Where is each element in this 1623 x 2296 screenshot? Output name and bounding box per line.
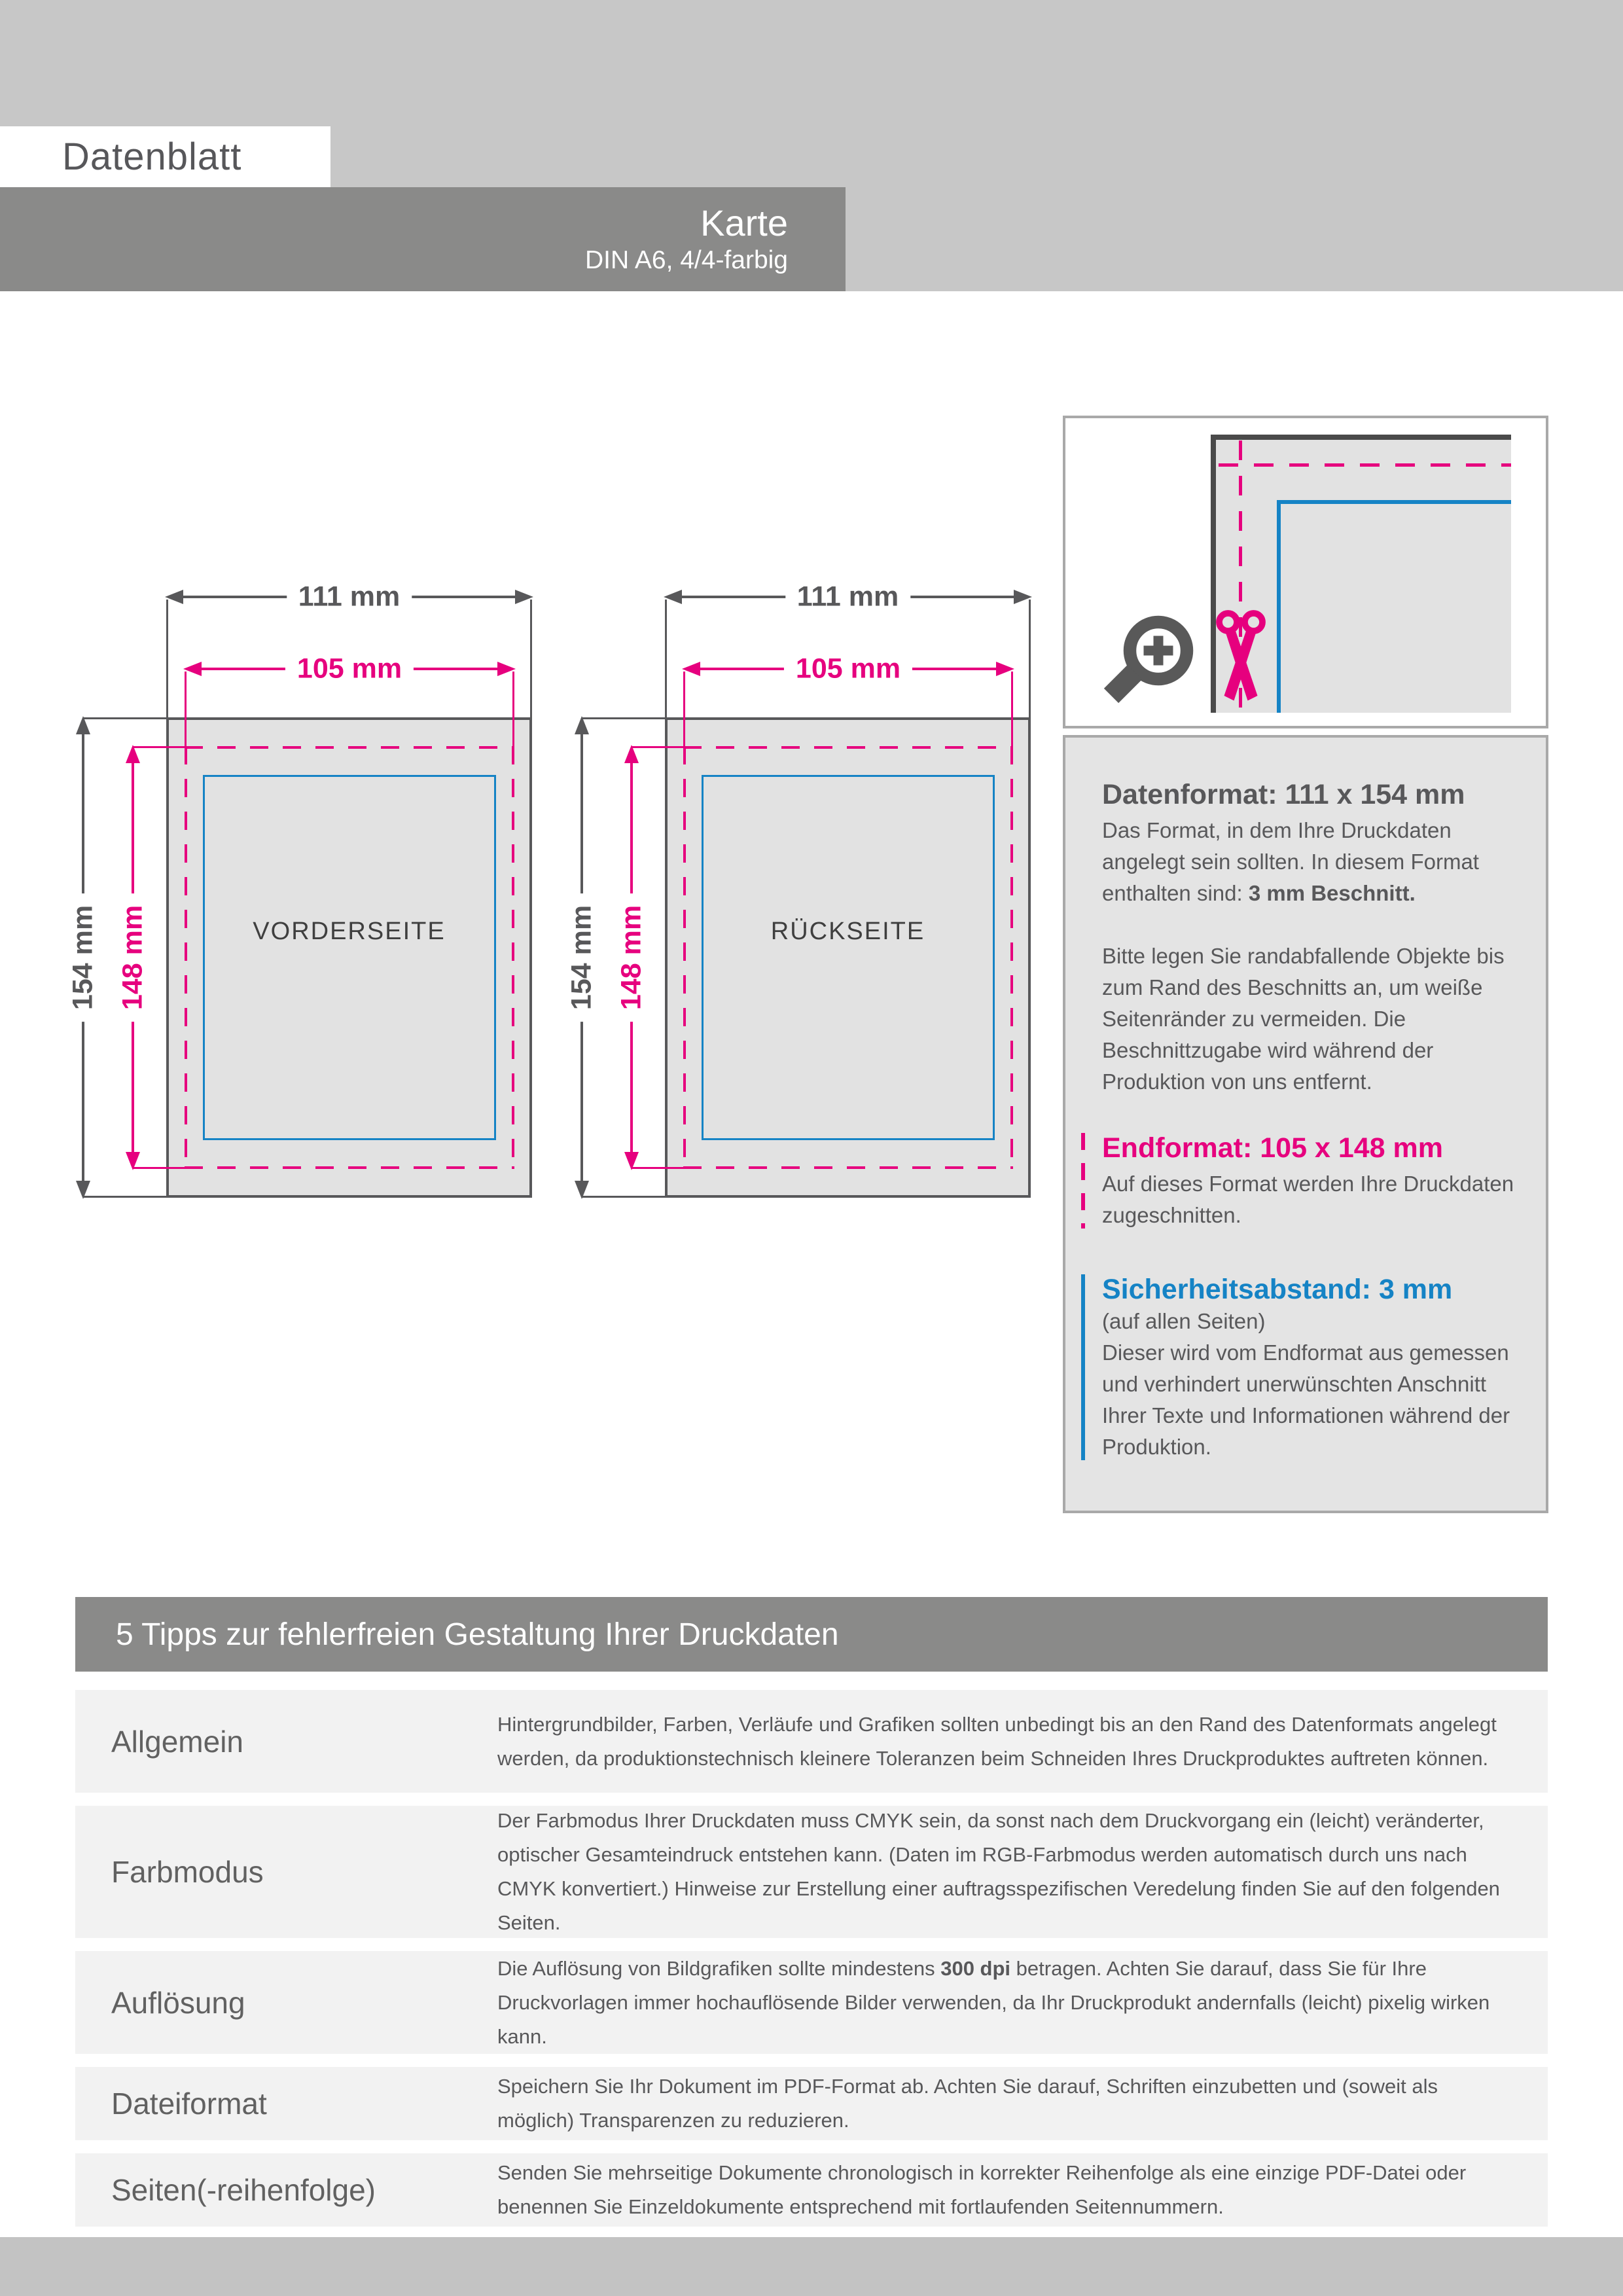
extension-line [632, 1167, 697, 1169]
safety-heading: Sicherheitsabstand: 3 mm [1102, 1274, 1453, 1305]
safety-margin-box [702, 775, 995, 1140]
detail-safety-line-horizontal [1277, 500, 1511, 504]
extension-line [512, 672, 514, 749]
tip-row-allgemein [75, 1690, 1548, 1793]
outer-height-value: 154 mm [63, 893, 103, 1022]
info-panel [1063, 735, 1548, 1513]
tips-section [75, 1597, 1548, 2240]
extension-line [632, 746, 697, 748]
inner-width-value: 105 mm [285, 653, 414, 685]
datenformat-heading: Datenformat: 111 x 154 mm [1102, 779, 1465, 810]
detail-safety-line-vertical [1277, 500, 1281, 713]
extension-line [1029, 600, 1031, 717]
datenformat-body2: Bitte legen Sie randabfallende Objekte bis zum Rand des Beschnitts an, um weiße Seitenränder zu vermeiden. Die Beschnittzugabe wird während der Produktion von uns entfernt. [1102, 944, 1505, 1094]
extension-line [1011, 672, 1013, 749]
footer-bar [0, 2237, 1623, 2296]
extension-line [83, 1196, 166, 1198]
extension-line [166, 600, 168, 717]
tip-row-seitenreihenfolge [75, 2153, 1548, 2227]
safety-margin-box [203, 775, 496, 1140]
endformat-section [1102, 1132, 1518, 1231]
extension-line [530, 600, 532, 717]
tip-text: Hintergrundbilder, Farben, Verläufe und Grafiken sollten unbedingt bis an den Rand des Datenformats angelegt werden, da produktionstechnisch kleinere Toleranzen beim Schneiden Ihres Druckproduktes auftreten können. [497, 1712, 1497, 1770]
back-card-diagram [567, 576, 1045, 1211]
tip-row-dateiformat [75, 2067, 1548, 2140]
extension-line [83, 717, 166, 719]
datasheet-title: Datenblatt [62, 135, 242, 178]
extension-line [185, 672, 187, 749]
extension-line [582, 717, 665, 719]
outer-height-value: 154 mm [562, 893, 602, 1022]
tip-text: Senden Sie mehrseitige Dokumente chronologisch in korrekter Reihenfolge als eine einzige PDF-Datei oder benennen Sie Einzeldokumente entsprechend mit fortlaufenden Seitennummern. [497, 2161, 1467, 2218]
detail-card-edge-top [1213, 435, 1511, 440]
product-band [0, 187, 846, 291]
tip-label: Dateiformat [111, 2087, 267, 2121]
extension-line [582, 1196, 665, 1198]
tip-label: Auflösung [111, 1985, 245, 2020]
inner-height-value: 148 mm [113, 893, 153, 1022]
front-card-diagram [69, 576, 546, 1211]
safety-body: Dieser wird vom Endformat aus gemessen und verhindert unerwünschten Anschnitt Ihrer Texte und Informationen während der Produktion. [1102, 1340, 1510, 1459]
extension-line [133, 746, 198, 748]
card-side-label: VORDERSEITE [253, 917, 446, 945]
outer-width-value: 111 mm [287, 581, 412, 613]
inner-width-value: 105 mm [784, 653, 912, 685]
tips-banner [75, 1597, 1548, 1672]
tip-label: Allgemein [111, 1724, 243, 1759]
inner-height-value: 148 mm [612, 893, 652, 1022]
datasheet-title-box [0, 126, 330, 187]
tip-label: Farbmodus [111, 1855, 264, 1889]
outer-width-value: 111 mm [785, 581, 910, 613]
scissors-icon [1211, 603, 1270, 714]
extension-line [133, 1167, 198, 1169]
datenformat-section [1102, 778, 1518, 1098]
detail-trim-dash-horizontal [1219, 463, 1511, 467]
extension-line [683, 672, 685, 749]
detail-zoom-box [1063, 416, 1548, 728]
tip-row-farbmodus [75, 1806, 1548, 1938]
datenformat-body1: Das Format, in dem Ihre Druckdaten angelegt sein sollten. In diesem Format enthalten sind: 3 mm Beschnitt. [1102, 818, 1479, 905]
endformat-accent-line [1081, 1133, 1085, 1229]
product-title: Karte [700, 202, 788, 243]
product-subtitle: DIN A6, 4/4-farbig [585, 245, 788, 274]
safety-accent-line [1081, 1274, 1085, 1460]
card-side-label: RÜCKSEITE [770, 917, 925, 945]
tip-text: Speichern Sie Ihr Dokument im PDF-Format ab. Achten Sie darauf, Schriften einzubetten und (soweit als möglich) Transparenzen zu reduzieren. [497, 2075, 1438, 2132]
magnifier-plus-icon [1101, 611, 1200, 709]
tip-text: Der Farbmodus Ihrer Druckdaten muss CMYK sein, da sonst nach dem Druckvorgang ein (leicht) veränderter, optischer Gesamteindruck entstehen kann. (Daten im RGB-Farbmodus werden automatisch durch uns nach CMYK konvertiert.) Hinweise zur Erstellung einer auftragsspezifischen Veredelung finden Sie auf den folgenden Seiten. [497, 1809, 1500, 1934]
tip-row-aufloesung [75, 1951, 1548, 2054]
extension-line [665, 600, 667, 717]
tip-text: Die Auflösung von Bildgrafiken sollte mindestens 300 dpi betragen. Achten Sie darauf, dass Sie für Ihre Druckvorlagen immer hochauflösende Bilder verwenden, da Ihr Druckprodukt andernfalls (leicht) pixelig wirken kann. [497, 1956, 1490, 2048]
endformat-heading: Endformat: 105 x 148 mm [1102, 1132, 1443, 1164]
safety-section [1102, 1273, 1518, 1463]
tip-label: Seiten(-reihenfolge) [111, 2173, 376, 2207]
tips-banner-title: 5 Tipps zur fehlerfreien Gestaltung Ihrer Druckdaten [116, 1617, 839, 1652]
safety-subheading: (auf allen Seiten) [1102, 1309, 1266, 1333]
endformat-body: Auf dieses Format werden Ihre Druckdaten zugeschnitten. [1102, 1172, 1514, 1227]
